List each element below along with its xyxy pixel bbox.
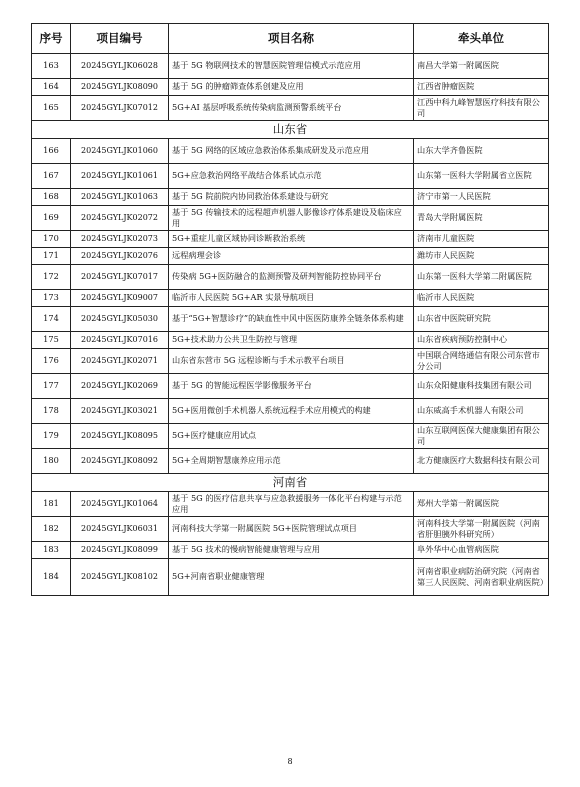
cell-lead-unit: 中国联合网络通信有限公司东营市分公司 [414,349,549,374]
table-row [32,449,549,474]
cell-lead-unit: 山东众阳健康科技集团有限公司 [414,374,549,399]
table-row [32,189,549,206]
cell-code: 20245GYLJK02073 [71,231,169,248]
cell-seq: 183 [32,542,71,559]
cell-lead-unit: 郑州大学第一附属医院 [414,492,549,517]
table-row [32,206,549,231]
cell-seq: 177 [32,374,71,399]
table-body [32,54,549,596]
cell-seq: 168 [32,189,71,206]
cell-seq: 163 [32,54,71,79]
table-header-row [32,24,549,54]
header-unit: 牵头单位 [414,24,549,54]
cell-seq: 166 [32,139,71,164]
cell-project-name: 河南科技大学第一附属医院 5G+医院管理试点项目 [169,517,414,542]
table-row [32,265,549,290]
cell-seq: 172 [32,265,71,290]
cell-code: 20245GYLJK06028 [71,54,169,79]
cell-lead-unit: 山东大学齐鲁医院 [414,139,549,164]
cell-seq: 176 [32,349,71,374]
cell-lead-unit: 山东互联网医保大健康集团有限公司 [414,424,549,449]
cell-seq: 181 [32,492,71,517]
table-row [32,164,549,189]
table-row [32,517,549,542]
cell-seq: 179 [32,424,71,449]
cell-project-name: 传染病 5G+医防融合的监测预警及研判智能防控协同平台 [169,265,414,290]
cell-project-name: 5G+应急救治网络平战结合体系试点示范 [169,164,414,189]
table-row [32,248,549,265]
document-page [31,23,548,596]
cell-code: 20245GYLJK02072 [71,206,169,231]
cell-lead-unit: 山东第一医科大学第二附属医院 [414,265,549,290]
cell-code: 20245GYLJK01063 [71,189,169,206]
cell-project-name: 5G+全周期智慧康养应用示范 [169,449,414,474]
table-row [32,399,549,424]
cell-seq: 171 [32,248,71,265]
cell-lead-unit: 山东省中医院研究院 [414,307,549,332]
cell-code: 20245GYLJK08095 [71,424,169,449]
table-row [32,559,549,596]
cell-project-name: 5G+医疗健康应用试点 [169,424,414,449]
table-row [32,290,549,307]
cell-code: 20245GYLJK01061 [71,164,169,189]
cell-lead-unit: 江西省肿瘤医院 [414,79,549,96]
cell-lead-unit: 阜外华中心血管病医院 [414,542,549,559]
cell-code: 20245GYLJK05030 [71,307,169,332]
cell-code: 20245GYLJK06031 [71,517,169,542]
cell-project-name: 基于“5G+智慧诊疗”的缺血性中风中医医防康养全链条体系构建 [169,307,414,332]
cell-project-name: 基于 5G 物联网技术的智慧医院管理信模式示范应用 [169,54,414,79]
cell-lead-unit: 北方健康医疗大数据科技有限公司 [414,449,549,474]
cell-code: 20245GYLJK02071 [71,349,169,374]
cell-seq: 178 [32,399,71,424]
cell-seq: 184 [32,559,71,596]
cell-lead-unit: 江西中科九峰智慧医疗科技有限公司 [414,96,549,121]
table-row [32,332,549,349]
cell-lead-unit: 潍坊市人民医院 [414,248,549,265]
table-row [32,542,549,559]
cell-project-name: 5G+河南省职业健康管理 [169,559,414,596]
table-row [32,424,549,449]
province-row [32,474,549,492]
cell-project-name: 基于 5G 传输技术的远程超声机器人影像诊疗体系建设及临床应用 [169,206,414,231]
cell-project-name: 基于 5G 院前院内协同救治体系建设与研究 [169,189,414,206]
header-name: 项目名称 [169,24,414,54]
cell-project-name: 基于 5G 的肿瘤筛查体系创建及应用 [169,79,414,96]
cell-project-name: 山东省东营市 5G 远程诊断与手术示教平台项目 [169,349,414,374]
cell-project-name: 5G+医用微创手术机器人系统远程手术应用模式的构建 [169,399,414,424]
table-row [32,374,549,399]
cell-seq: 175 [32,332,71,349]
cell-lead-unit: 山东第一医科大学附属省立医院 [414,164,549,189]
cell-code: 20245GYLJK03021 [71,399,169,424]
cell-lead-unit: 济宁市第一人民医院 [414,189,549,206]
cell-project-name: 基于 5G 技术的慢病智能健康管理与应用 [169,542,414,559]
cell-code: 20245GYLJK08099 [71,542,169,559]
cell-code: 20245GYLJK02069 [71,374,169,399]
cell-lead-unit: 山东威高手术机器人有限公司 [414,399,549,424]
province-row [32,121,549,139]
page-number: 8 [287,757,293,766]
cell-seq: 167 [32,164,71,189]
cell-seq: 182 [32,517,71,542]
cell-lead-unit: 河南科技大学第一附属医院（河南省肝胆胰外科研究所） [414,517,549,542]
header-seq: 序号 [32,24,71,54]
table-row [32,79,549,96]
cell-lead-unit: 临沂市人民医院 [414,290,549,307]
table-row [32,492,549,517]
cell-seq: 170 [32,231,71,248]
cell-seq: 180 [32,449,71,474]
cell-project-name: 远程病理会诊 [169,248,414,265]
project-table [31,23,549,596]
table-row [32,96,549,121]
cell-seq: 164 [32,79,71,96]
cell-project-name: 5G+重症儿童区域协同诊断救治系统 [169,231,414,248]
cell-code: 20245GYLJK07017 [71,265,169,290]
cell-project-name: 临沂市人民医院 5G+AR 实景导航项目 [169,290,414,307]
province-label: 河南省 [32,474,549,492]
cell-seq: 173 [32,290,71,307]
cell-project-name: 基于 5G 的医疗信息共享与应急救援服务一体化平台构建与示范应用 [169,492,414,517]
cell-project-name: 基于 5G 网络的区域应急救治体系集成研发及示范应用 [169,139,414,164]
cell-seq: 165 [32,96,71,121]
table-row [32,54,549,79]
cell-lead-unit: 河南省职业病防治研究院（河南省第三人民医院、河南省职业病医院） [414,559,549,596]
province-label: 山东省 [32,121,549,139]
cell-lead-unit: 南昌大学第一附属医院 [414,54,549,79]
cell-code: 20245GYLJK09007 [71,290,169,307]
cell-seq: 174 [32,307,71,332]
cell-lead-unit: 济南市儿童医院 [414,231,549,248]
cell-project-name: 5G+技术助力公共卫生防控与管理 [169,332,414,349]
cell-code: 20245GYLJK01064 [71,492,169,517]
table-row [32,349,549,374]
cell-code: 20245GYLJK01060 [71,139,169,164]
cell-code: 20245GYLJK07016 [71,332,169,349]
cell-code: 20245GYLJK08090 [71,79,169,96]
cell-lead-unit: 青岛大学附属医院 [414,206,549,231]
cell-seq: 169 [32,206,71,231]
cell-code: 20245GYLJK08092 [71,449,169,474]
table-row [32,231,549,248]
cell-project-name: 基于 5G 的智能远程医学影像服务平台 [169,374,414,399]
header-code: 项目编号 [71,24,169,54]
cell-code: 20245GYLJK08102 [71,559,169,596]
cell-code: 20245GYLJK07012 [71,96,169,121]
cell-code: 20245GYLJK02076 [71,248,169,265]
table-row [32,139,549,164]
table-row [32,307,549,332]
cell-project-name: 5G+AI 基层呼吸系统传染病监测预警系统平台 [169,96,414,121]
cell-lead-unit: 山东省疾病预防控制中心 [414,332,549,349]
